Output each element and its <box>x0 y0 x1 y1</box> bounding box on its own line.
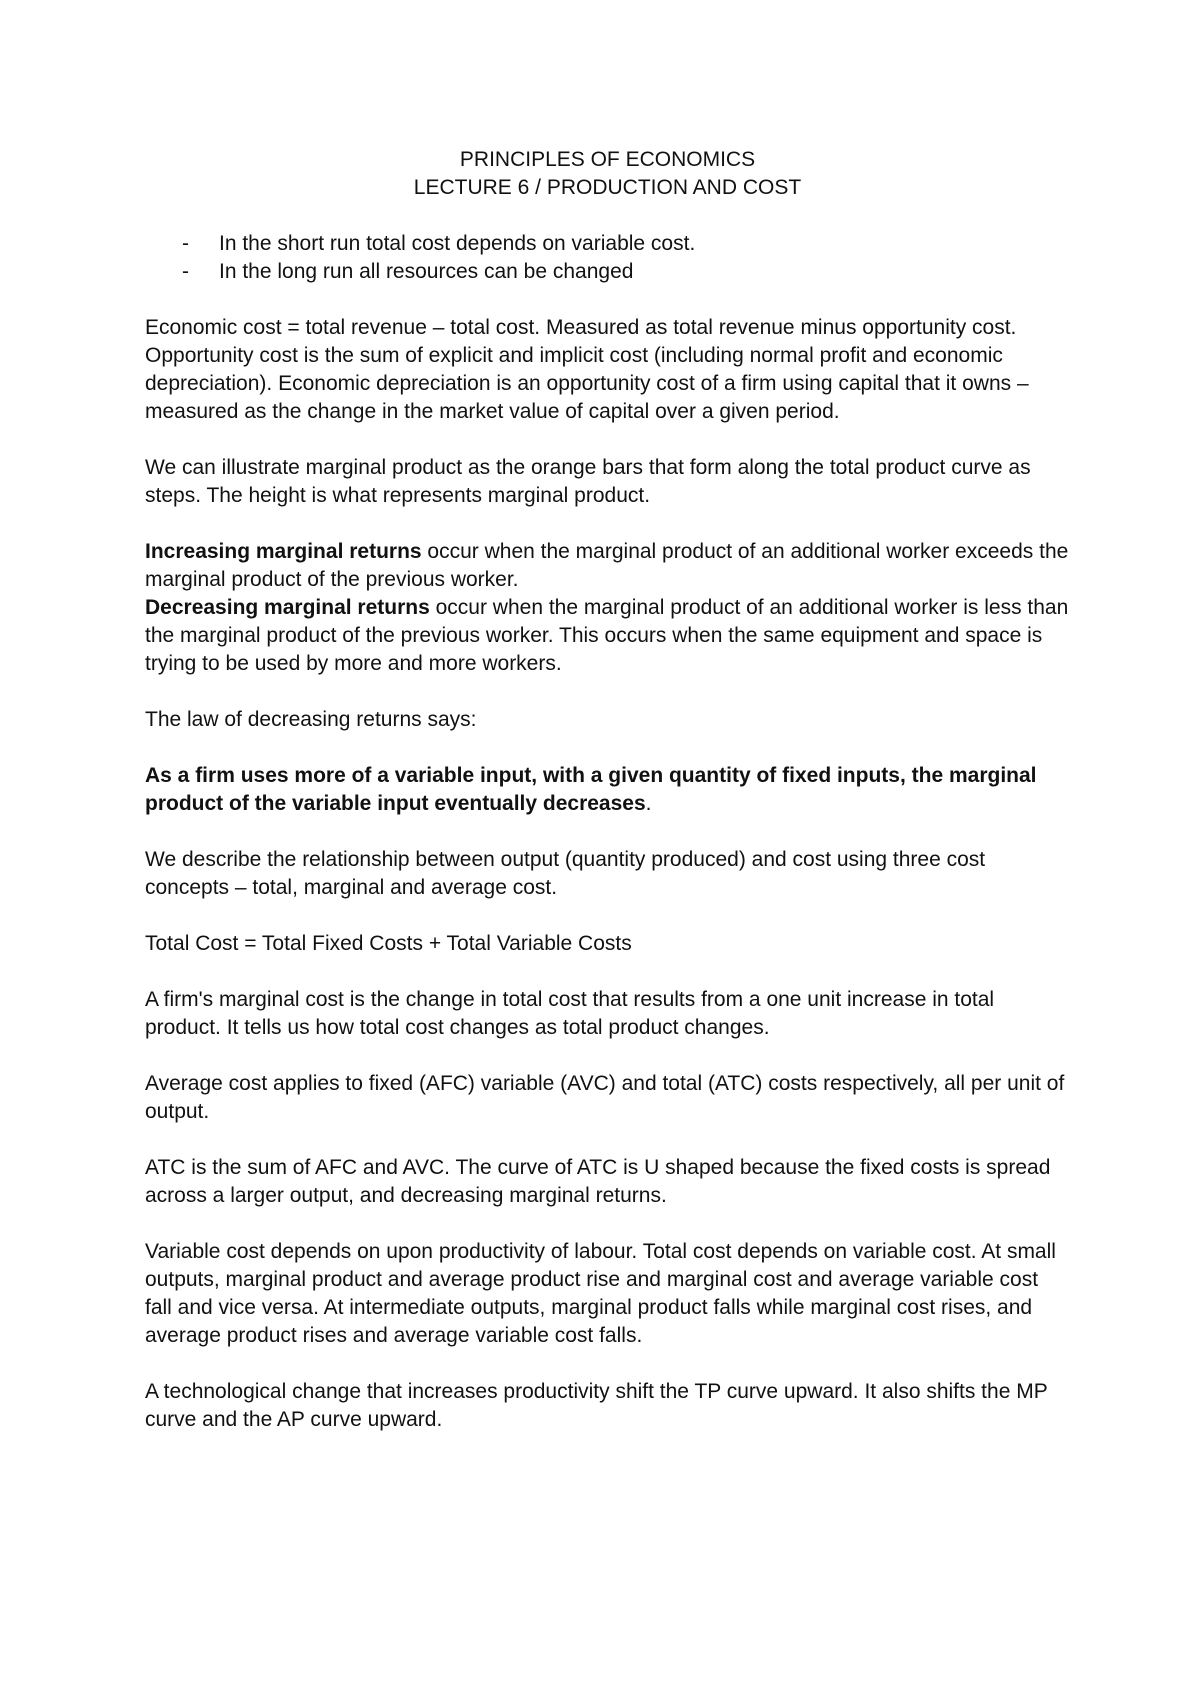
definition-increasing-marginal-returns: occur when the marginal product of an additional worker exceeds the marginal product of the previous worker. <box>145 540 1069 591</box>
definition-decreasing-marginal-returns: occur when the marginal product of an additional worker is less than the marginal product of the previous worker. This occurs when the same equipment and space is trying to be used by more and more workers. <box>145 596 1069 675</box>
paragraph-variable-cost: Variable cost depends on upon productivity of labour. Total cost depends on variable cost. At small outputs, marginal product and average product rise and marginal cost and average variable cost fall and vice versa. At intermediate outputs, marginal product falls while marginal cost rises, and average product rises and average variable cost falls. <box>145 1240 1056 1347</box>
paragraph-average-cost: Average cost applies to fixed (AFC) variable (AVC) and total (ATC) costs respectively, all per unit of output. <box>145 1072 1065 1123</box>
paragraph-relationship: We describe the relationship between output (quantity produced) and cost using three cost concepts – total, marginal and average cost. <box>145 848 986 899</box>
paragraph-law-intro: The law of decreasing returns says: <box>145 708 477 731</box>
paragraph-technological-change: A technological change that increases productivity shift the TP curve upward. It also shifts the MP curve and the AP curve upward. <box>145 1380 1048 1431</box>
paragraph-total-cost: Total Cost = Total Fixed Costs + Total Variable Costs <box>145 932 632 955</box>
document-title <box>145 146 1070 202</box>
paragraph-marginal-cost: A firm's marginal cost is the change in total cost that results from a one unit increase in total product. It tells us how total cost changes as total product changes. <box>145 988 995 1039</box>
paragraph-increasing-returns <box>145 538 1070 594</box>
paragraph-marginal-product: We can illustrate marginal product as the orange bars that form along the total product curve as steps. The height is what represents marginal product. <box>145 456 1031 507</box>
title-line-1: PRINCIPLES OF ECONOMICS <box>459 148 756 171</box>
document-body <box>145 146 1070 1434</box>
bullet-item <box>145 258 1070 286</box>
paragraph-decreasing-returns <box>145 594 1070 678</box>
bullet-marker: - <box>182 260 189 283</box>
term-increasing-marginal-returns: Increasing marginal returns <box>145 540 422 563</box>
paragraph-economic-cost: Economic cost = total revenue – total cost. Measured as total revenue minus opportunity cost. Opportunity cost is the sum of explicit and implicit cost (including normal profit and economic depreciation). Economic depreciation is an opportunity cost of a firm using capital that it owns – measured as the change in the market value of capital over a given period. <box>145 316 1029 423</box>
paragraph-atc: ATC is the sum of AFC and AVC. The curve of ATC is U shaped because the fixed costs is spread across a larger output, and decreasing marginal returns. <box>145 1156 1051 1207</box>
paragraph-law-statement <box>145 762 1070 818</box>
bullet-marker: - <box>182 232 189 255</box>
bullet-text: In the short run total cost depends on variable cost. <box>219 232 696 255</box>
law-statement-end: . <box>645 792 652 815</box>
title-line-2: LECTURE 6 / PRODUCTION AND COST <box>413 176 802 199</box>
law-statement: As a firm uses more of a variable input, with a given quantity of fixed inputs, the marginal product of the variable input eventually decreases <box>145 764 1037 815</box>
bullet-list <box>145 230 1070 286</box>
term-decreasing-marginal-returns: Decreasing marginal returns <box>145 596 430 619</box>
bullet-text: In the long run all resources can be changed <box>219 260 634 283</box>
bullet-item <box>145 230 1070 258</box>
